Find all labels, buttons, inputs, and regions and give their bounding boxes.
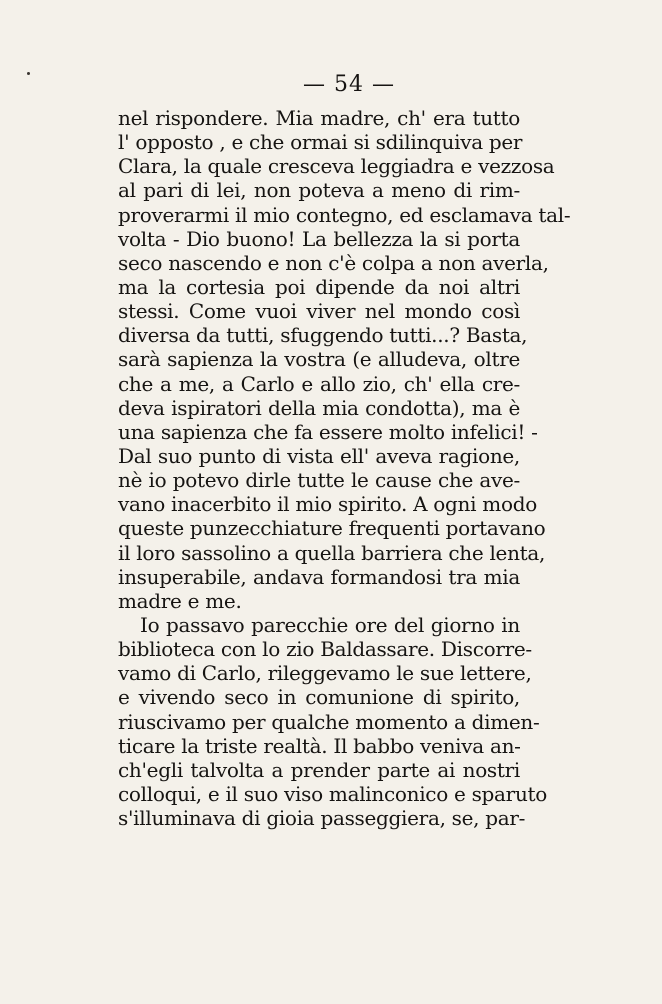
text-line: l' opposto , e che ormai si sdilinquiva per (118, 130, 523, 155)
text-line: volta - Dio buono! La bellezza la si porta (118, 226, 520, 251)
text-line: proverarmi il mio contegno, ed esclamava tal- (118, 202, 571, 227)
text-line: una sapienza che fa essere molto infelici! - (118, 419, 538, 444)
text-line: vano inacerbito il mio spirito. A ogni modo (118, 492, 537, 517)
body-text (118, 106, 571, 831)
paragraph (118, 106, 571, 613)
paragraph (118, 612, 548, 831)
text-line: riuscivamo per qualche momento a dimen- (118, 709, 540, 734)
text-line: diversa da tutti, sfuggendo tutti...? Basta, (118, 323, 528, 348)
text-line: ticare la triste realtà. Il babbo veniva an- (118, 733, 521, 758)
text-line: ch'egli talvolta a prender parte ai nostri (118, 757, 520, 782)
text-line: vamo di Carlo, rileggevamo le sue lettere, (118, 661, 532, 686)
page-number: — 54 — (303, 72, 395, 97)
text-line: stessi. Come vuoi viver nel mondo così (118, 299, 520, 324)
text-line: nè io potevo dirle tutte le cause che ave- (118, 468, 520, 493)
text-line: Io passavo parecchie ore del giorno in (140, 612, 520, 637)
text-line: Dal suo punto di vista ell' aveva ragione, (118, 443, 520, 468)
text-line: nel rispondere. Mia madre, ch' era tutto (118, 106, 520, 130)
text-line: s'illuminava di gioia passeggiera, se, par- (118, 806, 526, 831)
text-line: al pari di lei, non poteva a meno di rim- (118, 178, 520, 203)
text-line: madre e me. (118, 588, 242, 613)
text-line: il loro sassolino a quella barriera che lenta, (118, 540, 546, 565)
text-line: biblioteca con lo zio Baldassare. Discorre- (118, 637, 532, 662)
text-line: che a me, a Carlo e allo zio, ch' ella cre- (118, 371, 520, 396)
text-line: colloqui, e il suo viso malinconico e sparuto (118, 781, 548, 806)
text-line: deva ispiratori della mia condotta), ma è (118, 395, 520, 420)
text-line: ma la cortesia poi dipende da noi altri (118, 274, 520, 299)
text-line: sarà sapienza la vostra (e alludeva, oltre (118, 347, 520, 372)
text-line: insuperabile, andava formandosi tra mia (118, 564, 520, 589)
text-line: queste punzecchiature frequenti portavano (118, 516, 546, 541)
text-line: Clara, la quale cresceva leggiadra e vezzosa (118, 154, 555, 179)
text-line: seco nascendo e non c'è colpa a non averla, (118, 250, 549, 275)
text-line: e vivendo seco in comunione di spirito, (118, 685, 520, 710)
